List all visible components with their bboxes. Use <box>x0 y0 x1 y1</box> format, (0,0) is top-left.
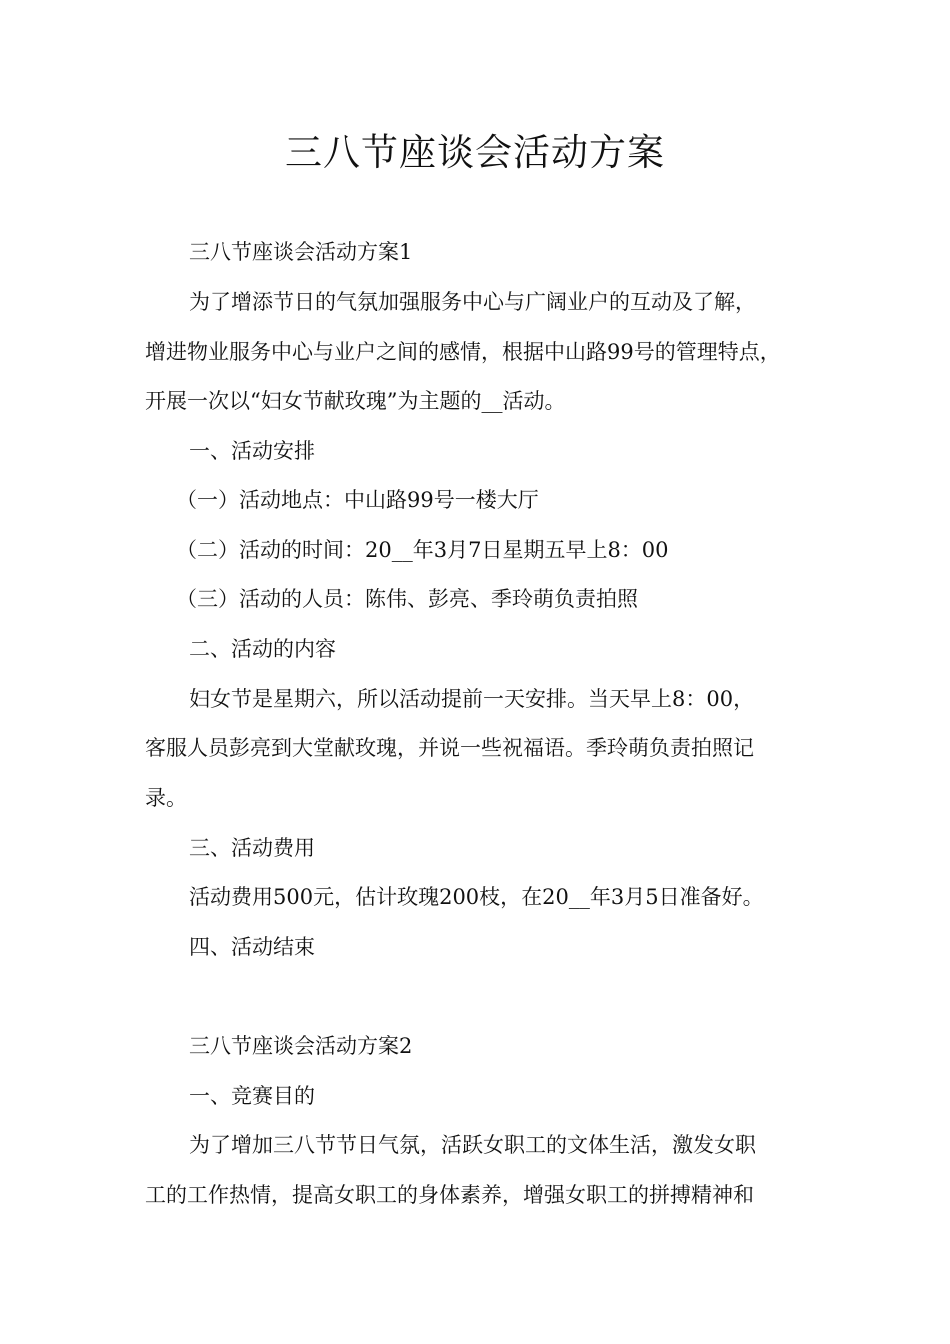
plan1-cost-text: 活动费用500元，估计玫瑰200枝，在20__年3月5日准备好。 <box>189 885 764 909</box>
plan1-intro-line-1: 为了增添节日的气氛加强服务中心与广阔业户的互动及了解， <box>189 290 756 314</box>
plan1-section-4-heading: 四、活动结束 <box>189 935 315 959</box>
plan1-heading: 三八节座谈会活动方案1 <box>189 240 413 264</box>
plan1-content-line-3: 录。 <box>145 786 187 810</box>
plan1-content-line-2: 客服人员彭亮到大堂献玫瑰，并说一些祝福语。季玲萌负责拍照记 <box>145 736 754 760</box>
plan2-section-1-heading: 一、竞赛目的 <box>189 1084 315 1108</box>
plan2-heading: 三八节座谈会活动方案2 <box>189 1034 413 1058</box>
plan1-item-time: （二）活动的时间：20__年3月7日星期五早上8：00 <box>176 538 669 562</box>
plan1-intro-line-3: 开展一次以“妇女节献玫瑰”为主题的__活动。 <box>145 389 566 413</box>
document-title: 三八节座谈会活动方案 <box>285 131 665 174</box>
plan1-item-location: （一）活动地点：中山路99号一楼大厅 <box>176 488 539 512</box>
plan2-purpose-line-2: 工的工作热情，提高女职工的身体素养，增强女职工的拼搏精神和 <box>145 1183 754 1207</box>
plan2-purpose-line-1: 为了增加三八节节日气氛，活跃女职工的文体生活，激发女职 <box>189 1133 756 1157</box>
plan1-section-3-heading: 三、活动费用 <box>189 836 315 860</box>
plan1-section-1-heading: 一、活动安排 <box>189 439 315 463</box>
plan1-section-2-heading: 二、活动的内容 <box>189 637 336 661</box>
plan1-content-line-1: 妇女节是星期六，所以活动提前一天安排。当天早上8：00， <box>189 687 755 711</box>
plan1-intro-line-2: 增进物业服务中心与业户之间的感情，根据中山路99号的管理特点， <box>145 340 781 364</box>
plan1-item-people: （三）活动的人员：陈伟、彭亮、季玲萌负责拍照 <box>176 587 638 611</box>
